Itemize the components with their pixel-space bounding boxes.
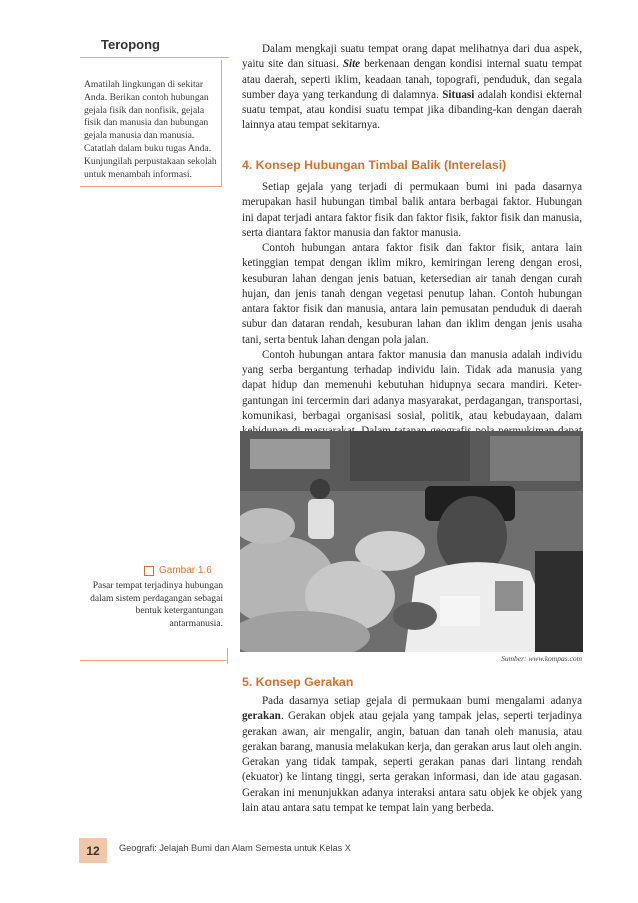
intro-paragraph: Dalam mengkaji suatu tempat orang dapat melihatnya dari dua aspek, yaitu site dan situasi. Site berkenaan dengan kondisi internal suatu tempat atau daerah, seperti iklim, keadaan tanah, topografi, penduduk, dan segala sumber daya yang terkandung di dalamnya. Situasi adalah kondisi ekternal suatu tempat, atau kondisi suatu tempat jika dibanding-kan dengan daerah lainnya atau tempat sekitarnya. <box>242 43 582 132</box>
square-icon <box>144 566 154 576</box>
teropong-divider <box>80 57 229 58</box>
section-4-paragraph: Contoh hubungan antara faktor manusia dan manusia adalah individu yang serba bergantung terhadap individu lain. Tidak ada manusia yang dapat hidup dan memenuhi kebutuhan hidupnya secara mandiri. Keter-gantungan ini tercermin dari adanya masyarakat, perdagangan, transportasi, komunikasi, berbagai organisasi sosial, politik, atau kebudayaan, dalam <box>242 348 582 422</box>
caption-divider <box>80 660 227 661</box>
site-term: Site <box>342 58 361 71</box>
page-number: 12 <box>79 838 107 863</box>
figure-caption: Pasar tempat terjadinya hubungan dalam sistem perdagangan sebagai bentuk ketergantungan antarmanusia. <box>90 580 223 629</box>
section-5-heading: 5. Konsep Gerakan <box>242 675 354 689</box>
situasi-term: Situasi <box>442 88 475 101</box>
gerakan-term: gerakan <box>242 710 281 723</box>
figure-label-text: Gambar 1.6 <box>159 565 212 576</box>
section-4-paragraph: Setiap gejala yang terjadi di permukaan bumi ini pada dasarnya merupakan hasil hubungan timbal balik antara berbagai faktor. Hubungan ini dapat terjadi antara faktor fisik dan faktor fisik, faktor fisik dan manusia, serta diantara faktor manusia dan faktor manusia. <box>242 181 582 239</box>
figure-label <box>144 565 212 576</box>
caption-divider-tick <box>227 648 228 664</box>
teropong-text: Amatilah lingkungan di sekitar Anda. Berikan contoh hubungan gejala fisik dan nonfisik, gejala fisik dan manusia dan hubungan gejala manusia dan manusia. Catatlah dalam buku tugas Anda. Kunjungilah perpustakaan sekolah untuk menambah informasi. <box>84 79 217 180</box>
section-5-body: Pada dasarnya setiap gejala di permukaan bumi mengalami adanya gerakan. Gerakan objek atau gejala yang tampak jelas, seperti terjadinya gerakan awan, air mengalir, angin, batuan dan tanah oleh manusia, atau gerakan barang, manusia melakukan kerja, dan gerakan arus laut oleh angin. Gerakan yang tidak tampak, seperti gerakan panas dari lintang rendah (ekuator) ke lintang tinggi, serta gerakan informasi, dan ide atau gagasan. Gerakan ini menunjukkan adanya interaksi antara satu objek ke objek yang lain atau antara satu tempat ke tempat lain yang berbeda. <box>242 695 582 814</box>
section-4-body <box>242 180 582 455</box>
book-title: Geografi: Jelajah Bumi dan Alam Semesta untuk Kelas X <box>119 843 351 853</box>
photo-source: Sumber: www.kompas.com <box>501 654 582 663</box>
teropong-title: Teropong <box>101 37 160 52</box>
section-4-paragraph: Contoh hubungan antara faktor fisik dan faktor fisik, antara lain ketinggian tempat dengan iklim mikro, kemiringan lereng dengan erosi, kesuburan lahan dengan jenis batuan, ketersedian air tanah dengan curah hujan, dan jenis tanah dengan vegetasi penutup lahan. Contoh hubungan antara faktor fisik dan manusia, antara lain pemusatan penduduk di daerah subur dan dataran rendah, kesuburan lahan dan iklim dengan jenis usaha tani, serta bentuk lahan dengan pola jalan. <box>242 242 582 346</box>
market-photo <box>240 431 583 652</box>
section-4-heading: 4. Konsep Hubungan Timbal Balik (Interelasi) <box>242 158 507 172</box>
